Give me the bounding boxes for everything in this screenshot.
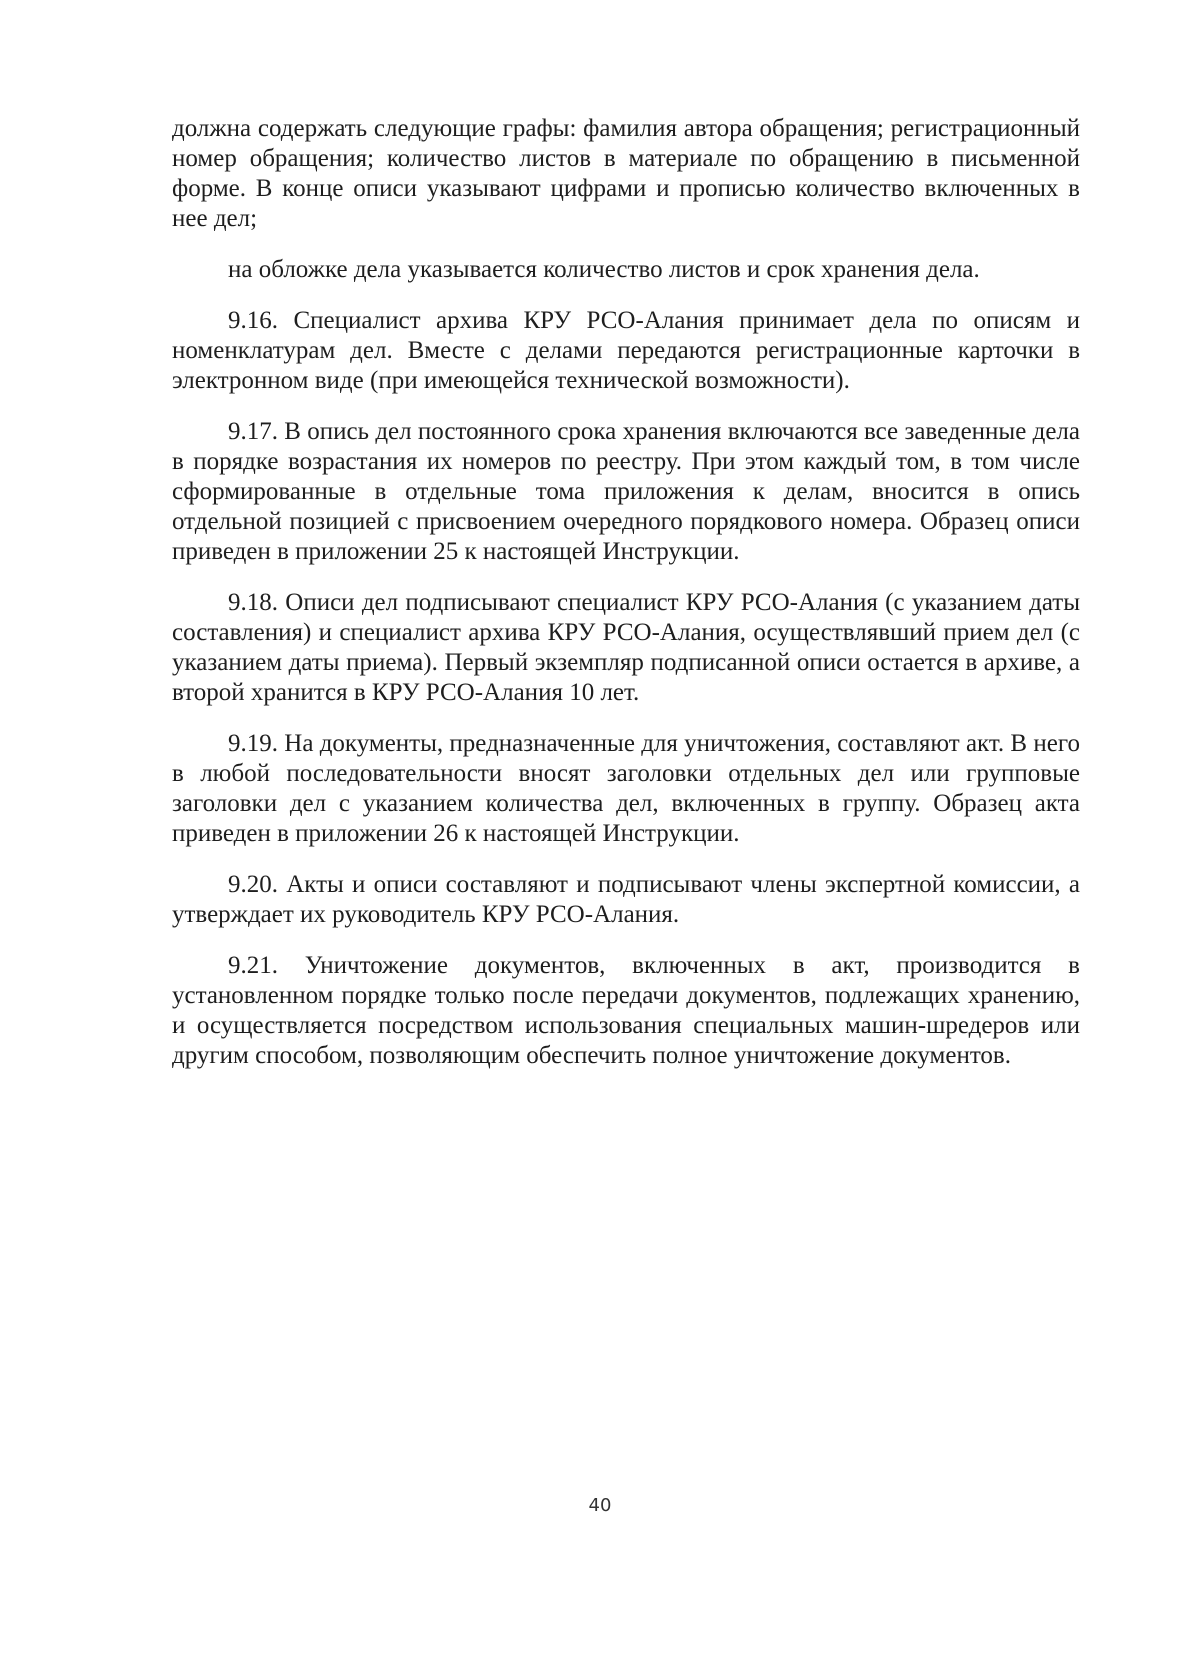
paragraph-9-20: 9.20. Акты и описи составляют и подписывают члены экспертной комиссии, а утверждает их руководитель КРУ РСО-Алания. <box>172 871 1080 928</box>
paragraph-9-16: 9.16. Специалист архива КРУ РСО-Алания принимает дела по описям и номенклатурам дел. Вместе с делами передаются регистрационные карточки в электронном виде (при имеющейся технической возможности). <box>172 307 1080 394</box>
paragraph-continuation: должна содержать следующие графы: фамилия автора обращения; регистрационный номер обращения; количество листов в материале по обращению в письменной форме. В конце описи указывают цифрами и прописью количество включенных в нее дел; <box>172 115 1080 232</box>
page-number: 40 <box>588 1495 612 1516</box>
paragraph-9-19: 9.19. На документы, предназначенные для уничтожения, составляют акт. В него в любой последовательности вносят заголовки отдельных дел или групповые заголовки дел с указанием количества дел, включенных в группу. Образец акта приведен в приложении 26 к настоящей Инструкции. <box>172 730 1080 847</box>
paragraph-9-18: 9.18. Описи дел подписывают специалист КРУ РСО-Алания (с указанием даты составления) и специалист архива КРУ РСО-Алания, осуществлявший прием дел (с указанием даты приема). Первый экземпляр подписанной описи остается в архиве, а второй хранится в КРУ РСО-Алания 10 лет. <box>172 589 1080 706</box>
paragraph-cover-note: на обложке дела указывается количество листов и срок хранения дела. <box>228 256 980 283</box>
paragraph-9-17: 9.17. В опись дел постоянного срока хранения включаются все заведенные дела в порядке возрастания их номеров по реестру. При этом каждый том, в том числе сформированные в отдельные тома приложения к делам, вносится в опись отдельной позицией с присвоением очередного порядкового номера. Образец описи приведен в приложении 25 к настоящей Инструкции. <box>172 418 1080 565</box>
paragraph-9-21: 9.21. Уничтожение документов, включенных в акт, производится в установленном порядке только после передачи документов, подлежащих хранению, и осуществляется посредством использования специальных машин-шредеров или другим способом, позволяющим обеспечить полное уничтожение документов. <box>172 952 1080 1069</box>
document-body <box>172 114 1080 1092</box>
